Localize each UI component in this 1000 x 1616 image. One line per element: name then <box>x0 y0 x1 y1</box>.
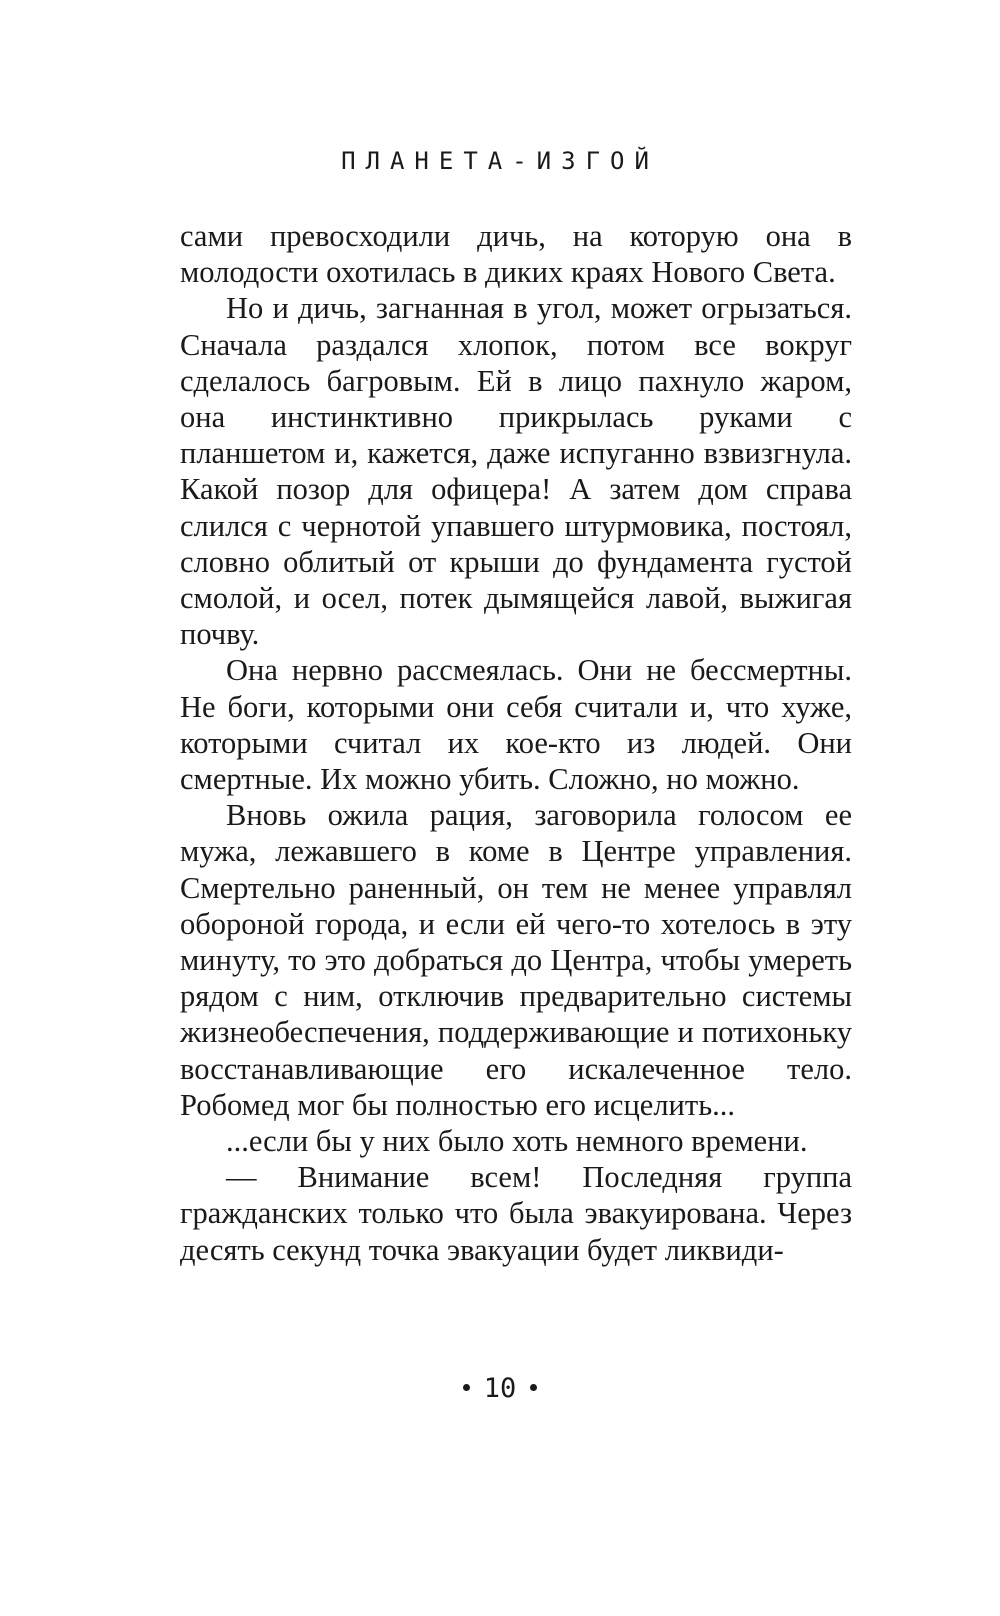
bullet-left-icon <box>463 1384 470 1391</box>
page-number: 10 <box>483 1373 517 1404</box>
paragraph: Вновь ожила рация, заговорила голосом ее мужа, лежавшего в коме в Центре управления. Смертельно раненный, он тем не менее управлял обороной города, и если ей чего-то хотелось в эту минуту, то это добраться до Центра, чтобы умереть рядом с ним, отключив предварительно системы жизнеобеспечения, поддерживающие и потихоньку восстанавливающие его искалеченное тело. Робомед мог бы полностью его исцелить... <box>180 798 852 1122</box>
paragraph: Она нервно рассмеялась. Они не бессмертны. Не боги, которыми они себя считали и, что хуже, которыми считал их кое-кто из людей. Они смертные. Их можно убить. Сложно, но можно. <box>180 653 852 797</box>
running-head-title: ПЛАНЕТА-ИЗГОЙ <box>341 147 659 175</box>
paragraph: — Внимание всем! Последняя группа гражданских только что была эвакуирована. Через десять секунд точка эвакуации будет ликвиди- <box>180 1160 852 1267</box>
paragraph: ...если бы у них было хоть немного времени. <box>226 1124 808 1159</box>
page-body <box>180 218 852 1268</box>
bullet-right-icon <box>530 1384 537 1391</box>
paragraph: сами превосходили дичь, на которую она в молодости охотилась в диких краях Нового Света. <box>180 219 852 290</box>
paragraph: Но и дичь, загнанная в угол, может огрызаться. Сначала раздался хлопок, потом все вокруг сделалось багровым. Ей в лицо пахнуло жаром, она инстинктивно прикрылась руками с планшетом и, кажется, даже испуганно взвизгнула. Какой позор для офицера! А затем дом справа слился с чернотой упавшего штурмовика, постоял, словно облитый от крыши до фундамента густой смолой, и осел, потек дымящейся лавой, выжигая почву. <box>180 291 852 652</box>
page-number-footer <box>0 1373 1000 1404</box>
